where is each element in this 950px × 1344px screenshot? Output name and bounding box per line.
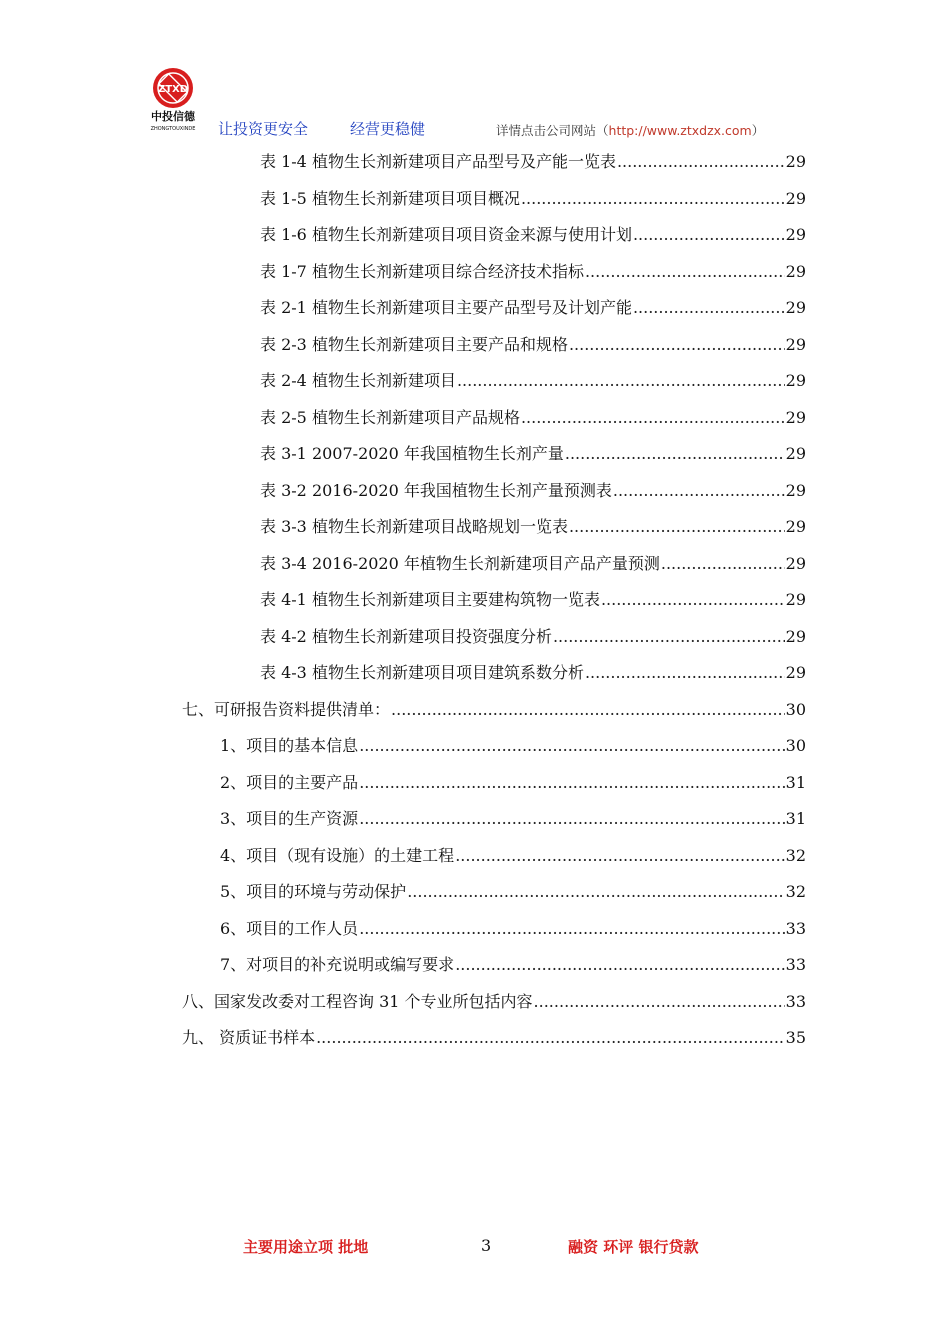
- toc-leader: [521, 187, 785, 211]
- toc-entry-label: 3、项目的生产资源: [220, 809, 359, 828]
- toc-entry-label: 表 4-1 植物生长剂新建项目主要建构筑物一览表: [260, 590, 600, 609]
- toc-entry-label: 表 1-7 植物生长剂新建项目综合经济技术指标: [260, 261, 584, 281]
- toc-entry-page: 29: [785, 407, 806, 427]
- toc-entry[interactable]: [220, 844, 806, 868]
- toc-leader: [391, 698, 785, 722]
- toc-leader: [661, 552, 785, 576]
- toc-entry[interactable]: [260, 661, 806, 685]
- toc-leader: [613, 479, 785, 503]
- toc-entry-page: 29: [785, 663, 806, 682]
- toc-entry-page: 32: [785, 845, 806, 865]
- toc-entry[interactable]: [260, 406, 806, 430]
- toc-entry-page: 31: [785, 772, 806, 792]
- toc-leader: [569, 515, 785, 539]
- toc-entry[interactable]: [220, 880, 806, 904]
- page-footer: [0, 1236, 950, 1266]
- toc-entry[interactable]: [260, 187, 806, 211]
- toc-entry[interactable]: [220, 807, 806, 831]
- toc-entry-page: 32: [785, 882, 806, 901]
- toc-entry[interactable]: [220, 917, 806, 941]
- toc-entry-label: 表 1-5 植物生长剂新建项目项目概况: [260, 188, 520, 208]
- toc-entry-page: 29: [785, 553, 806, 573]
- toc-leader: [534, 990, 785, 1014]
- toc-entry-page: 29: [785, 480, 806, 500]
- slogan-safe-investment: 让投资更安全: [218, 120, 309, 138]
- toc-entry-page: 30: [785, 736, 806, 755]
- toc-leader: [316, 1026, 785, 1050]
- toc-leader: [617, 150, 785, 174]
- toc-entry[interactable]: [220, 953, 806, 977]
- toc-entry-page: 29: [785, 261, 806, 281]
- footer-services-left: 主要用途立项 批地: [243, 1238, 369, 1256]
- toc-entry-label: 1、项目的基本信息: [220, 736, 359, 755]
- toc-entry[interactable]: [260, 333, 806, 357]
- toc-section[interactable]: [182, 990, 806, 1014]
- toc-leader: [359, 807, 784, 831]
- toc-entry-page: 29: [785, 298, 806, 317]
- toc-entry-label: 表 3-3 植物生长剂新建项目战略规划一览表: [260, 517, 568, 536]
- toc-entry-page: 31: [785, 809, 806, 828]
- toc-entry[interactable]: [260, 369, 806, 393]
- toc-entry-page: 29: [785, 371, 806, 390]
- toc-entry-label: 表 4-3 植物生长剂新建项目项目建筑系数分析: [260, 663, 584, 682]
- toc-entry-label: 表 2-1 植物生长剂新建项目主要产品型号及计划产能: [260, 298, 632, 317]
- toc-entry[interactable]: [260, 479, 806, 503]
- website-link[interactable]: http://www.ztxdzx.com: [608, 123, 752, 138]
- toc-entry-label: 表 4-2 植物生长剂新建项目投资强度分析: [260, 626, 552, 646]
- toc-entry-label: 表 3-1 2007-2020 年我国植物生长剂产量: [260, 444, 564, 463]
- toc-leader: [633, 223, 785, 247]
- toc-section[interactable]: [182, 1026, 806, 1050]
- company-logo: [140, 66, 206, 134]
- toc-entry[interactable]: [260, 588, 806, 612]
- toc-section-page: 30: [785, 699, 806, 719]
- toc-entry-page: 29: [785, 517, 806, 536]
- toc-section-label: 八、国家发改委对工程咨询 31 个专业所包括内容: [182, 991, 533, 1011]
- toc-entry-label: 表 2-3 植物生长剂新建项目主要产品和规格: [260, 334, 568, 354]
- toc-leader: [585, 661, 785, 685]
- toc-leader: [359, 734, 784, 758]
- toc-leader: [455, 844, 784, 868]
- toc-entry-label: 表 1-6 植物生长剂新建项目项目资金来源与使用计划: [260, 225, 632, 244]
- toc-entry-label: 表 2-5 植物生长剂新建项目产品规格: [260, 407, 520, 427]
- toc-entry[interactable]: [260, 442, 806, 466]
- toc-entry-page: 29: [785, 626, 806, 646]
- slogan-stable-operation: 经营更稳健: [350, 120, 426, 138]
- toc-leader: [565, 442, 785, 466]
- logo-text: ZTXD: [157, 84, 189, 95]
- toc-entry-label: 表 1-4 植物生长剂新建项目产品型号及产能一览表: [260, 152, 616, 171]
- toc-entry[interactable]: [260, 625, 806, 649]
- website-close: ）: [751, 123, 765, 138]
- toc-leader: [601, 588, 785, 612]
- page-number: 3: [481, 1236, 492, 1255]
- toc-entry[interactable]: [260, 552, 806, 576]
- toc-section[interactable]: [182, 698, 806, 722]
- logo-en-text: ZHONGTOUXINDE: [150, 126, 196, 132]
- toc-leader: [457, 369, 785, 393]
- toc-entry-page: 33: [785, 955, 806, 974]
- toc-section-label: 九、 资质证书样本: [182, 1028, 316, 1047]
- toc-leader: [407, 880, 784, 904]
- toc-entry-label: 6、项目的工作人员: [220, 918, 359, 938]
- toc-entry-page: 29: [785, 152, 806, 171]
- toc-entry[interactable]: [220, 771, 806, 795]
- toc-entry-page: 29: [785, 444, 806, 463]
- toc-entry[interactable]: [260, 515, 806, 539]
- toc-entry-page: 29: [785, 188, 806, 208]
- toc-leader: [585, 260, 785, 284]
- website-label: 详情点击公司网站（: [496, 123, 609, 138]
- website-info: [496, 121, 764, 139]
- toc-section-page: 33: [785, 991, 806, 1011]
- page-header: [140, 66, 820, 146]
- toc-leader: [553, 625, 785, 649]
- toc-entry-page: 33: [785, 918, 806, 938]
- toc-section-page: 35: [785, 1028, 806, 1047]
- toc-entry-label: 5、项目的环境与劳动保护: [220, 882, 407, 901]
- toc-entry-page: 29: [785, 225, 806, 244]
- toc-leader: [359, 917, 784, 941]
- toc-entry-label: 表 3-2 2016-2020 年我国植物生长剂产量预测表: [260, 480, 612, 500]
- toc-leader: [569, 333, 785, 357]
- toc-leader: [521, 406, 785, 430]
- toc-section-label: 七、可研报告资料提供清单：: [182, 699, 391, 719]
- toc-leader: [455, 953, 784, 977]
- footer-services-right: 融资 环评 银行贷款: [568, 1238, 699, 1256]
- toc-entry-label: 7、对项目的补充说明或编写要求: [220, 955, 455, 974]
- toc-entry[interactable]: [260, 150, 806, 174]
- toc-leader: [633, 296, 785, 320]
- toc-entry-label: 表 3-4 2016-2020 年植物生长剂新建项目产品产量预测: [260, 553, 660, 573]
- toc-entry[interactable]: [260, 296, 806, 320]
- toc-entry[interactable]: [220, 734, 806, 758]
- toc-entry-page: 29: [785, 334, 806, 354]
- toc-entry[interactable]: [260, 223, 806, 247]
- toc-entry-label: 4、项目（现有设施）的土建工程: [220, 845, 455, 865]
- toc-entry-label: 2、项目的主要产品: [220, 772, 359, 792]
- toc-entry[interactable]: [260, 260, 806, 284]
- toc-entry-label: 表 2-4 植物生长剂新建项目: [260, 371, 456, 390]
- logo-cn-text: 中投信德: [151, 110, 195, 123]
- toc-entry-page: 29: [785, 590, 806, 609]
- toc-leader: [359, 771, 784, 795]
